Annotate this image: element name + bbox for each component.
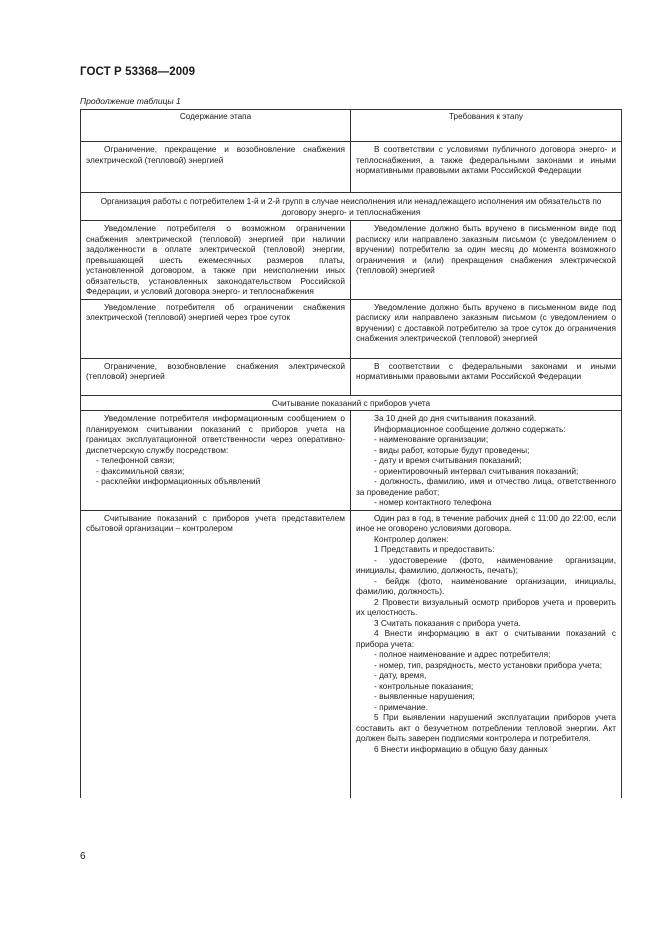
- page-number: 6: [80, 851, 86, 862]
- table-row: [81, 142, 622, 193]
- cell-text: В соответствии с условиями публичного договора энерго- и теплоснабжения, а также федеральными законами и иными нормативными правовыми актами Российской Федерации: [356, 144, 616, 175]
- list-item: 4 Внести информацию в акт о считывании показаний с прибора учета:: [356, 628, 616, 649]
- table-continuation-caption: Продолжение таблицы 1: [80, 96, 181, 106]
- table-cell: [81, 358, 351, 395]
- cell-text: Считывание показаний с приборов учета представителем сбытовой организации – контролером: [86, 512, 345, 533]
- list-item: - бейдж (фото, наименование организации, инициалы, фамилию, должность).: [356, 575, 616, 596]
- list-item: 2 Провести визуальный осмотр приборов учета и проверить их целостность.: [356, 596, 616, 617]
- section-heading: Считывание показаний с приборов учета: [81, 395, 622, 411]
- column-header-content: Содержание этапа: [81, 110, 351, 142]
- list-item: - номер контактного телефона: [374, 497, 492, 507]
- list-item: - дату и время считывания показаний;: [374, 455, 522, 465]
- table-cell: [351, 299, 622, 358]
- table-row: [81, 510, 622, 798]
- list-item: Контролер должен:: [374, 533, 449, 544]
- list-item: 5 При выявлении нарушений эксплуатации приборов учета составить акт о безучетном потреблении тепловой энергии. Акт должен быть заверен подписями контролера и потребителя.: [356, 712, 616, 743]
- cell-text: Ограничение, прекращение и возобновление снабжения электрической (тепловой) энергией: [86, 144, 345, 165]
- table-row: [81, 411, 622, 511]
- table-cell: [351, 358, 622, 395]
- cell-text: Ограничение, возобновление снабжения электрической (тепловой) энергией: [86, 360, 345, 381]
- table-row: [81, 358, 622, 395]
- section-heading: Организация работы с потребителем 1-й и 2-й групп в случае неисполнения или ненадлежащего исполнения им обязательств по договору энерго- и теплоснабжения: [81, 193, 622, 221]
- list-item: - ориентировочный интервал считывания показаний;: [374, 465, 579, 476]
- table-cell: [351, 142, 622, 193]
- table-cell: [81, 510, 351, 798]
- list-item: - удостоверение (фото, наименование организации, инициалы, фамилию, должность, печать);: [356, 554, 616, 575]
- column-header-requirements: Требования к этапу: [351, 110, 622, 142]
- table-header-row: [81, 110, 622, 142]
- table-row: [81, 299, 622, 358]
- table-cell: [81, 411, 351, 511]
- section-row: [81, 193, 622, 221]
- list-item: 6 Внести информацию в общую базу данных: [374, 743, 548, 754]
- table-cell: [351, 510, 622, 798]
- section-row: [81, 395, 622, 411]
- cell-text: Уведомление должно быть вручено в письменном виде под расписку или направлено заказным письмом (с уведомлением о вручении) потребителю за один месяц до момента возможного ограничения и (или) прекращения снабжения электрической (тепловой) энергией: [356, 223, 616, 275]
- list-item: - расклейки информационных объявлений: [96, 476, 261, 486]
- list-item: 1 Представить и предоставить:: [374, 544, 495, 554]
- list-item: - должность, фамилию, имя и отчество лица, ответственного за проведение работ;: [356, 476, 616, 497]
- list-item: - факсимильной связи;: [96, 465, 185, 476]
- list-item: - дату, время,: [374, 670, 427, 680]
- cell-text: Уведомление потребителя об ограничении снабжения электрической (тепловой) энергией через трое суток: [86, 301, 345, 322]
- list-item: Информационное сообщение должно содержать:: [374, 423, 566, 434]
- list-item: - выявленные нарушения;: [374, 691, 475, 701]
- list-item: 3 Считать показания с прибора учета.: [374, 617, 521, 628]
- table-cell: [351, 411, 622, 511]
- table-cell: [81, 221, 351, 300]
- list-item: Один раз в год, в течение рабочих дней с 11:00 до 22:00, если иное не оговорено условиями договора.: [356, 512, 616, 533]
- cell-text: Уведомление должно быть вручено в письменном виде под расписку или направлено заказным письмом (с уведомлением о вручении) с доставкой потребителю за трое суток до ограничения снабжения электрической (тепловой) энергией: [356, 301, 616, 343]
- list-item: - примечание.: [374, 701, 428, 712]
- list-item: - номер, тип, разрядность, место установки прибора учета;: [374, 659, 603, 670]
- cell-text: Уведомление потребителя информационным сообщением о планируемом считывании показаний с приборов учета на границах эксплуатационной ответственности через оперативно-диспетчерскую службу посредством:: [86, 413, 345, 455]
- table-cell: [81, 299, 351, 358]
- table-cell: [81, 142, 351, 193]
- cell-text: В соответствии с федеральными законами и иными нормативными правовыми актами Российской Федерации: [356, 360, 616, 381]
- list-item: За 10 дней до дня считывания показаний.: [374, 413, 537, 423]
- list-item: - полное наименование и адрес потребителя;: [374, 649, 551, 659]
- requirements-table: [80, 109, 622, 798]
- list-item: - контрольные показания;: [374, 680, 474, 691]
- list-item: - виды работ, которые будут проведены;: [374, 444, 530, 455]
- document-header: ГОСТ Р 53368—2009: [80, 66, 196, 78]
- cell-text: Уведомление потребителя о возможном ограничении снабжения электрической (тепловой) энергией при наличии задолженности в оплате электрической (тепловой) энергии, превышающей шесть ежемесячных размеров платы, установленной договором, а также при неисполнении иных обязательств, установленных законодательством Российской Федерации, и условий договора энерго- и теплоснабжения: [86, 223, 345, 296]
- list-item: - телефонной связи;: [96, 455, 175, 465]
- table-cell: [351, 221, 622, 300]
- table-row: [81, 221, 622, 300]
- list-item: - наименование организации;: [374, 434, 489, 444]
